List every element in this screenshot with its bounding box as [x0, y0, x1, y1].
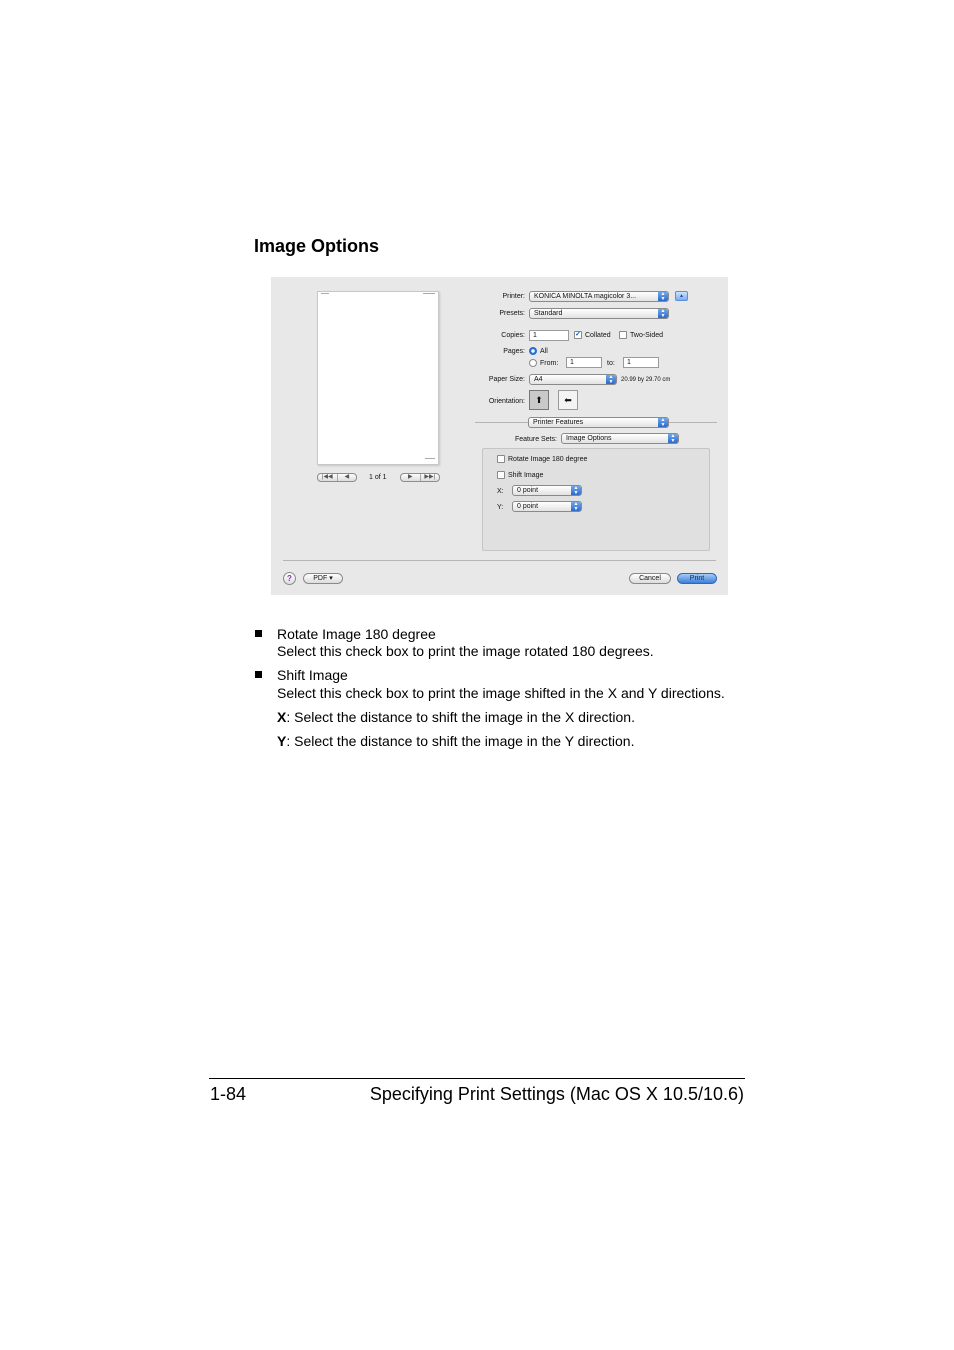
y-shift-value: 0 point: [517, 503, 539, 510]
orientation-label: Orientation:: [488, 398, 525, 405]
pages-all-radio[interactable]: [529, 347, 537, 355]
next-page-button[interactable]: ▶: [407, 474, 413, 480]
paper-size-value: A4: [534, 376, 543, 383]
page-preview: [317, 291, 439, 465]
feature-sets-popup[interactable]: [561, 433, 679, 444]
pages-to-field[interactable]: 1: [623, 357, 659, 368]
page-number: 1-84: [210, 1084, 247, 1104]
footer-title: Specifying Print Settings (Mac OS X 10.5/10.6): [369, 1084, 744, 1104]
paper-size-label: Paper Size:: [488, 376, 525, 383]
print-button[interactable]: Print: [677, 573, 717, 584]
rotate-image-checkbox[interactable]: [497, 455, 505, 463]
bullet-description: Select this check box to print the image shifted in the X and Y directions.: [277, 685, 725, 701]
copies-label: Copies:: [501, 332, 525, 339]
x-key: X: [277, 709, 287, 725]
preview-forward-buttons[interactable]: [400, 473, 440, 482]
previous-page-button[interactable]: ◀: [337, 474, 357, 481]
pages-from-label: From:: [540, 360, 559, 367]
y-key: Y: [277, 733, 287, 749]
two-sided-label: Two-Sided: [630, 332, 664, 339]
popup-arrows-icon: ▲ ▼: [658, 309, 668, 318]
first-page-button[interactable]: |◀◀: [321, 474, 333, 480]
y-text: : Select the distance to shift the image in the Y direction.: [286, 733, 635, 749]
bullet-title: Rotate Image 180 degree: [277, 626, 436, 642]
pages-label: Pages:: [503, 348, 525, 355]
footer-rule: [209, 1078, 745, 1079]
section-title: Image Options: [254, 236, 380, 256]
pages-to-label: to:: [607, 360, 615, 367]
panel-popup[interactable]: [528, 417, 669, 428]
presets-popup[interactable]: [529, 308, 669, 319]
presets-value: Standard: [534, 310, 563, 317]
pages-from-field[interactable]: 1: [566, 357, 602, 368]
preview-header-mark: [423, 293, 435, 294]
footer-separator: [283, 560, 716, 561]
popup-arrows-icon: ▲ ▼: [668, 434, 678, 443]
presets-label: Presets:: [499, 310, 525, 317]
page-counter: 1 of 1: [369, 474, 387, 481]
x-description: [277, 709, 635, 726]
popup-arrows-icon: ▲ ▼: [606, 375, 616, 384]
collated-label: Collated: [585, 332, 611, 339]
bullet-square-icon: [255, 671, 262, 678]
y-shift-popup[interactable]: [512, 501, 582, 512]
popup-arrows-icon: ▲ ▼: [658, 292, 668, 301]
bullet-title: Shift Image: [277, 667, 348, 683]
x-label: X:: [497, 488, 504, 495]
y-label: Y:: [497, 504, 504, 511]
bullet-description: Select this check box to print the image rotated 180 degrees.: [277, 643, 654, 659]
collated-checkbox[interactable]: ✓: [575, 331, 581, 338]
paper-dimensions: 20.99 by 29.70 cm: [621, 377, 671, 383]
portrait-orientation-icon[interactable]: ⬆: [529, 390, 549, 410]
x-shift-popup[interactable]: [512, 485, 582, 496]
two-sided-checkbox[interactable]: [619, 331, 627, 339]
shift-image-checkbox[interactable]: [497, 471, 505, 479]
help-button[interactable]: ?: [283, 572, 296, 585]
printer-label: Printer:: [502, 293, 525, 300]
popup-arrows-icon: ▲ ▼: [571, 486, 581, 495]
pdf-button[interactable]: PDF ▾: [303, 573, 343, 584]
printer-value: KONICA MINOLTA magicolor 3...: [534, 293, 637, 300]
disclosure-triangle-button[interactable]: ▲: [675, 291, 688, 301]
bullet-square-icon: [255, 630, 262, 637]
shift-image-label: Shift Image: [508, 472, 544, 479]
pages-range-radio[interactable]: [529, 359, 537, 367]
landscape-orientation-icon[interactable]: ⬅: [558, 390, 578, 410]
cancel-button[interactable]: Cancel: [629, 573, 671, 584]
preview-footer-mark: [425, 458, 435, 459]
popup-arrows-icon: ▲ ▼: [658, 418, 668, 427]
paper-size-popup[interactable]: [529, 374, 617, 385]
printer-popup[interactable]: [529, 291, 669, 302]
y-description: [277, 733, 634, 750]
popup-arrows-icon: ▲ ▼: [571, 502, 581, 511]
preview-header-mark: [321, 293, 329, 294]
x-text: : Select the distance to shift the image in the X direction.: [286, 709, 635, 725]
print-dialog-screenshot: [271, 277, 728, 595]
preview-back-buttons[interactable]: [317, 473, 357, 482]
pages-all-label: All: [540, 348, 548, 355]
x-shift-value: 0 point: [517, 487, 539, 494]
feature-sets-value: Image Options: [566, 435, 612, 442]
feature-sets-label: Feature Sets:: [514, 436, 557, 443]
rotate-image-label: Rotate Image 180 degree: [508, 456, 588, 463]
last-page-button[interactable]: ▶▶|: [420, 474, 440, 481]
panel-value: Printer Features: [533, 419, 584, 426]
copies-field[interactable]: 1: [529, 330, 569, 341]
